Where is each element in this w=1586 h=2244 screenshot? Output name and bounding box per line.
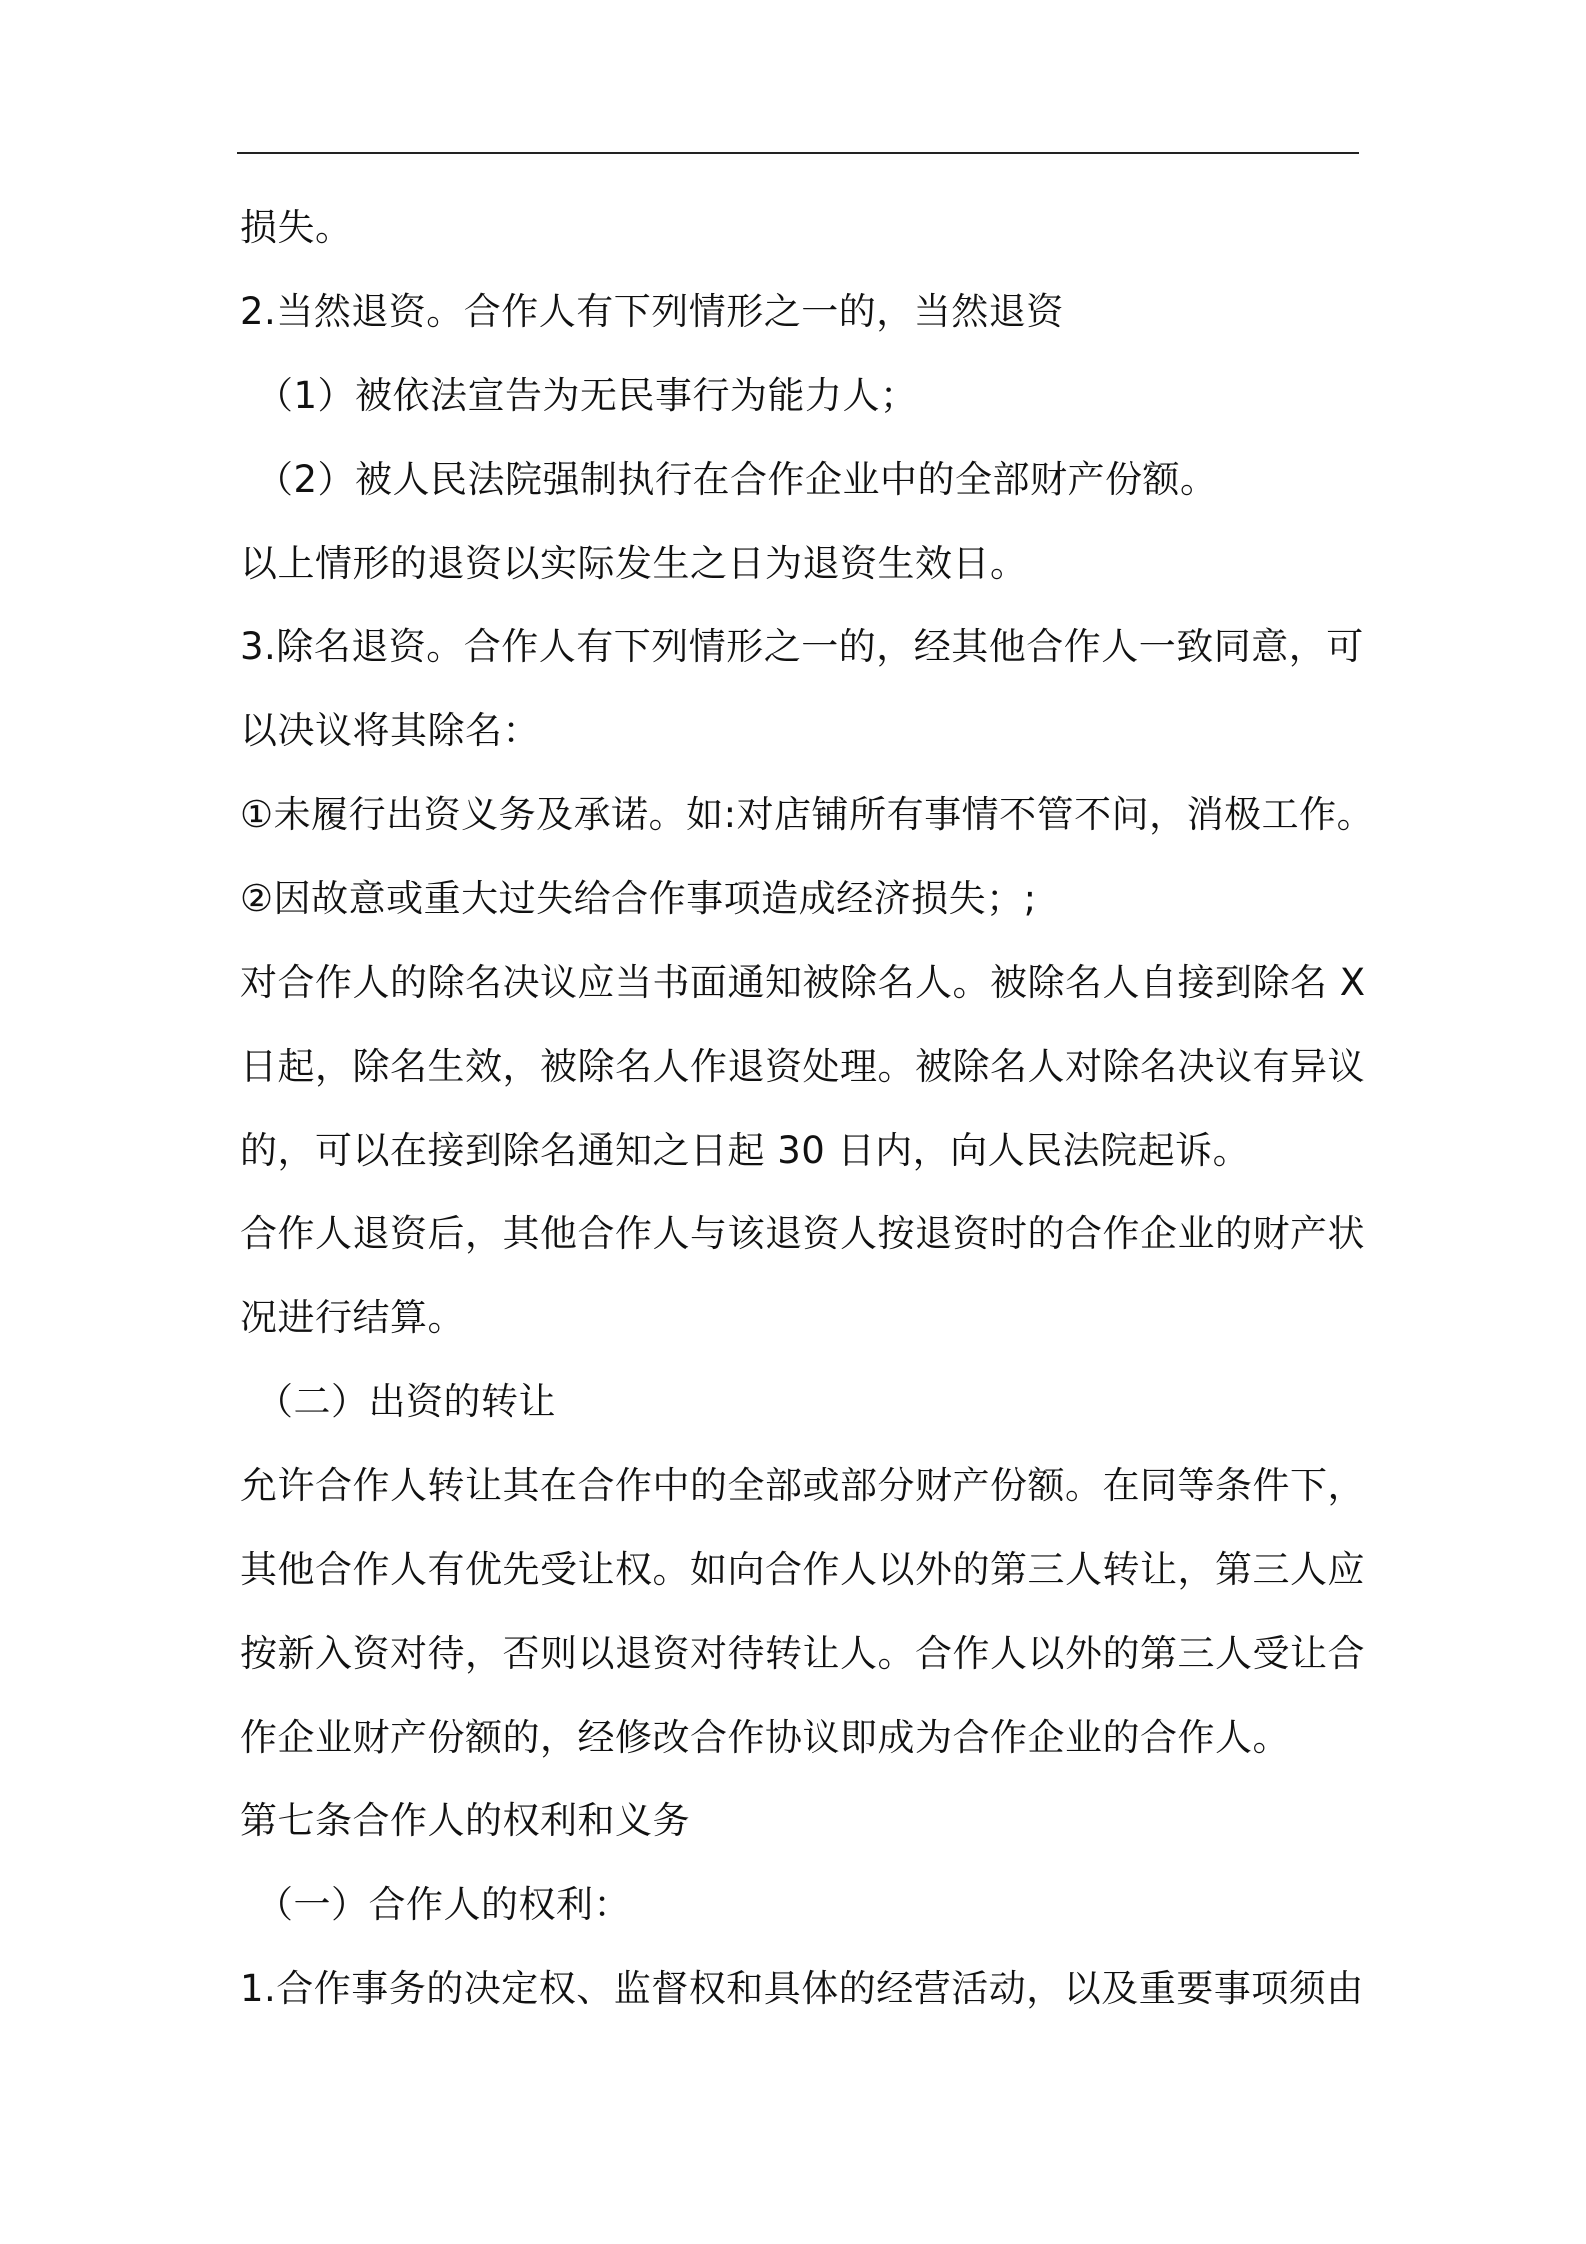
- text-line: 允许合作人转让其在合作中的全部或部分财产份额。在同等条件下，: [240, 1464, 1365, 1507]
- text-line: 其他合作人有优先受让权。如向合作人以外的第三人转让，第三人应: [240, 1548, 1365, 1591]
- text-line: （二）出资的转让: [256, 1380, 556, 1423]
- text-line: 第七条合作人的权利和义务: [240, 1799, 690, 1842]
- text-line: 作企业财产份额的，经修改合作协议即成为合作企业的合作人。: [240, 1716, 1290, 1759]
- text-line: 对合作人的除名决议应当书面通知被除名人。被除名人自接到除名 X: [240, 961, 1366, 1004]
- text-line: 的，可以在接到除名通知之日起 30 日内，向人民法院起诉。: [240, 1129, 1251, 1172]
- text-line: ②因故意或重大过失给合作事项造成经济损失；;: [240, 877, 1037, 920]
- text-line: 日起，除名生效，被除名人作退资处理。被除名人对除名决议有异议: [240, 1045, 1365, 1088]
- text-line: 3.除名退资。合作人有下列情形之一的，经其他合作人一致同意，可: [240, 625, 1364, 668]
- text-line: （1）被依法宣告为无民事行为能力人；: [256, 374, 918, 417]
- text-line: 以上情形的退资以实际发生之日为退资生效日。: [240, 542, 1028, 585]
- text-line: （一）合作人的权利：: [256, 1883, 631, 1926]
- text-line: ①未履行出资义务及承诺。如:对店铺所有事情不管不问，消极工作。: [240, 793, 1375, 836]
- text-line: 2.当然退资。合作人有下列情形之一的，当然退资: [240, 290, 1064, 333]
- text-line: 损失。: [240, 206, 353, 249]
- text-line: 按新入资对待，否则以退资对待转让人。合作人以外的第三人受让合: [240, 1632, 1365, 1675]
- text-line: （2）被人民法院强制执行在合作企业中的全部财产份额。: [256, 458, 1218, 501]
- text-line: 况进行结算。: [240, 1296, 465, 1339]
- text-line: 合作人退资后，其他合作人与该退资人按退资时的合作企业的财产状: [240, 1212, 1365, 1255]
- text-line: 1.合作事务的决定权、监督权和具体的经营活动，以及重要事项须由: [240, 1967, 1364, 2010]
- text-line: 以决议将其除名：: [240, 709, 540, 752]
